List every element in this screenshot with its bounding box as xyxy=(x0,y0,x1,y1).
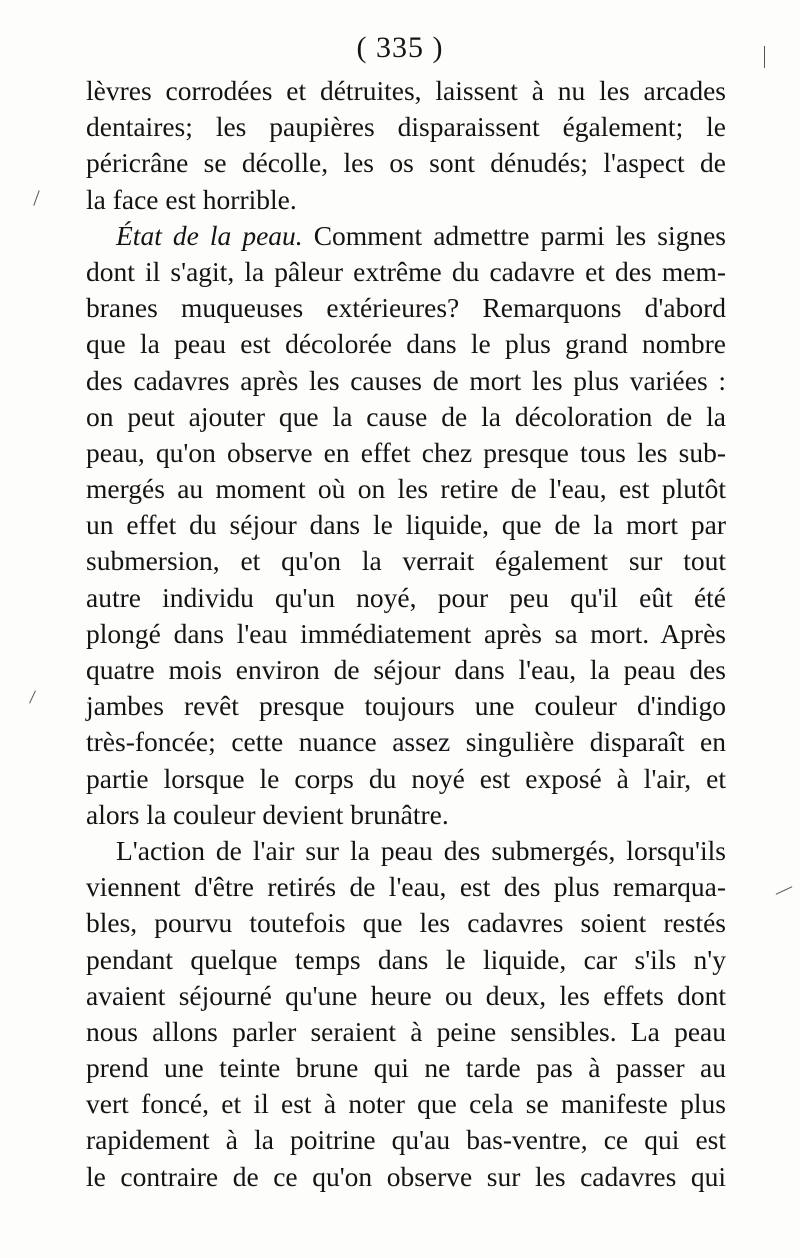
text-line: on peut ajouter que la cause de la décoloration de la xyxy=(86,400,726,432)
text-line: jambes revêt presque toujours une couleur d'indigo xyxy=(86,690,726,722)
text-line: très-foncée; cette nuance assez singulière disparaît en xyxy=(86,726,726,758)
margin-mark xyxy=(29,690,36,703)
margin-mark xyxy=(764,46,765,68)
text-line: vert foncé, et il est à noter que cela se manifeste plus xyxy=(86,1088,726,1120)
section-heading: État de la peau. xyxy=(116,219,303,251)
text-line: bles, pourvu toutefois que les cadavres soient restés xyxy=(86,907,726,939)
text-line: peau, qu'on observe en effet chez presque tous les sub- xyxy=(86,436,726,468)
text-line xyxy=(86,218,726,254)
body-text xyxy=(86,73,726,1195)
text-line: mergés au moment où on les retire de l'eau, est plutôt xyxy=(86,473,726,505)
margin-mark xyxy=(776,886,793,895)
text-line: péricrâne se décolle, les os sont dénudés; l'aspect de xyxy=(86,147,726,179)
text-line: lèvres corrodées et détruites, laissent à nu les arcades xyxy=(86,75,726,106)
text-line: que la peau est décolorée dans le plus grand nombre xyxy=(86,328,726,360)
text-line: la face est horrible. xyxy=(86,183,297,215)
text-line: rapidement à la poitrine qu'au bas-ventre, ce qui est xyxy=(86,1124,726,1156)
text-line: des cadavres après les causes de mort les plus variées : xyxy=(86,364,726,396)
text-line: viennent d'être retirés de l'eau, est des plus remarqua- xyxy=(86,871,726,903)
text-line: autre individu qu'un noyé, pour peu qu'il eût été xyxy=(86,581,726,613)
text-line: prend une teinte brune qui ne tarde pas à passer au xyxy=(86,1052,726,1084)
text-line: pendant quelque temps dans le liquide, car s'ils n'y xyxy=(86,943,726,975)
text-line: alors la couleur devient brunâtre. xyxy=(86,798,449,830)
text-line: dentaires; les paupières disparaissent également; le xyxy=(86,111,726,143)
text-line: le contraire de ce qu'on observe sur les cadavres qui xyxy=(86,1160,726,1192)
text-line: avaient séjourné qu'une heure ou deux, les effets dont xyxy=(86,979,726,1011)
text-line: branes muqueuses extérieures? Remarquons d'abord xyxy=(86,292,726,324)
page-number: ( 335 ) xyxy=(356,31,444,64)
text-line: nous allons parler seraient à peine sensibles. La peau xyxy=(86,1015,726,1047)
text-line: quatre mois environ de séjour dans l'eau, la peau des xyxy=(86,654,726,685)
text-line: dont il s'agit, la pâleur extrême du cadavre et des mem- xyxy=(86,255,726,287)
text-line: L'action de l'air sur la peau des submergés, lorsqu'ils xyxy=(116,834,726,866)
text-line: submersion, et qu'on la verrait également sur tout xyxy=(86,545,726,577)
margin-mark xyxy=(33,190,39,205)
text-line: un effet du séjour dans le liquide, que de la mort par xyxy=(86,509,726,541)
text-line-rest: Comment admettre parmi les signes xyxy=(302,219,726,251)
text-line: plongé dans l'eau immédiatement après sa mort. Après xyxy=(86,617,726,649)
text-line: partie lorsque le corps du noyé est exposé à l'air, et xyxy=(86,762,726,794)
